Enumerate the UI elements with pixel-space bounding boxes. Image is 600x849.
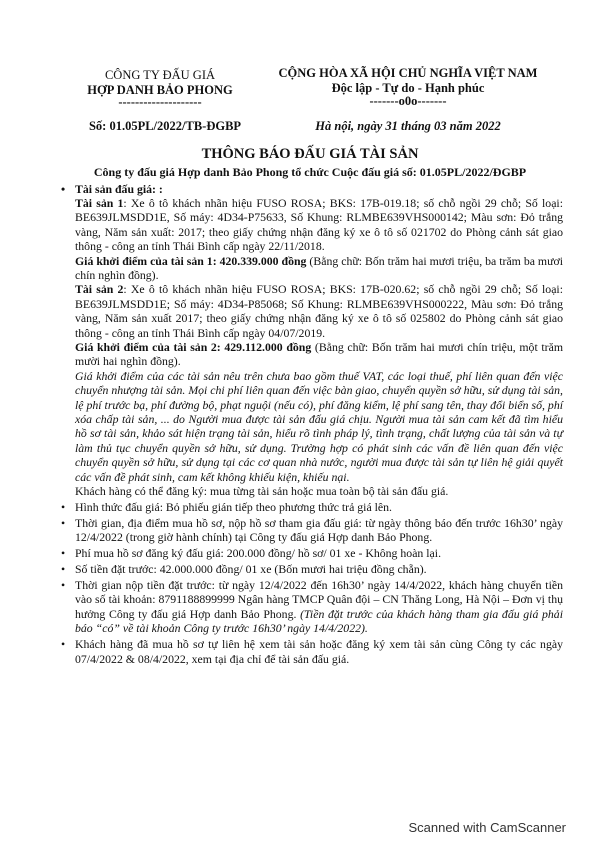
application-fee: • Phí mua hồ sơ đăng ký đấu giá: 200.000 đồng/ hồ sơ/ 01 xe - Không hoàn lại.: [61, 546, 442, 561]
asset-viewing: • Khách hàng đã mua hồ sơ tự liên hệ xem tài sản hoặc đăng ký xem tài sản cùng Công ty các ngày 07/4/2022 & 08/4/2022, xem tại địa chỉ để tài sản đấu giá.: [61, 637, 563, 666]
bullet-icon: •: [61, 499, 66, 514]
asset-2-description: : Xe ô tô khách nhãn hiệu FUSO ROSA; BKS: 17B-020.62; số chỗ ngồi 29 chỗ; Số loại: BE639JLMSDD1E; Số máy: 4D34-P85068; Số Khung: RLMBE639VHS000222, Màu sơn: Đỏ trắng vàng, Năm sản xuất 2017; theo giấy chứng nhận đăng ký xe ô tô số 025802 do Phòng cảnh sát giao thông - công an tỉnh Thái Bình cấp ngày 04/07/2019.: [75, 282, 563, 340]
bullet-icon: •: [61, 546, 66, 561]
asset-1-description: : Xe ô tô khách nhãn hiệu FUSO ROSA; BKS: 17B-019.18; số chỗ ngồi 29 chỗ; Số loại: BE639JLMSDD1E, Số máy: 4D34-P75633, Số Khung: RLMBE639VHS000142; Màu sơn: Đỏ trắng vàng, Năm sản xuất: 2017; theo giấy chứng nhận đăng ký xe ô tô số 021702 do Phòng cảnh sát giao thông - công an tỉnh Thái Bình cấp ngày 22/11/2018.: [75, 195, 563, 254]
asset-2: [63, 282, 563, 340]
motto-divider: -------o0o-------: [369, 94, 447, 108]
bullet-icon: •: [61, 637, 66, 652]
company-divider: --------------------: [118, 95, 202, 109]
deposit-time: • Thời gian nộp tiền đặt trước: từ ngày 12/4/2022 đến 16h30’ ngày 14/4/2022, khách hàng chuyển tiền vào số tài khoản: 8791188899999 Ngân hàng TMCP Quân đội – CN Thăng Long, Hà Nội – Đơn vị thụ hưởng Công ty đấu giá Hợp danh Bảo Phong. (Tiền đặt trước của khách hàng tham gia đấu giá phải báo “có” về tài khoản Công ty trước 16h30’ ngày 14/4/2022).: [61, 577, 563, 636]
asset-1-price-words: (Bằng chữ: Bốn trăm hai mươi triệu, ba trăm ba mươi chín nghìn đồng).: [75, 253, 564, 282]
nation-motto: Độc lập - Tự do - Hạnh phúc: [331, 81, 485, 95]
scanner-watermark: Scanned with CamScanner: [408, 820, 566, 835]
deposit-time-note: (Tiền đặt trước của khách hàng tham gia đấu giá phải báo “có” về tài khoản Công ty trước 16h30’ ngày 14/4/2022).: [75, 606, 563, 636]
bullet-icon: •: [61, 562, 66, 577]
asset-1-price: [63, 254, 563, 283]
price-note: Giá khởi điểm của các tài sản nêu trên chưa bao gồm thuế VAT, các loại thuế, phí liên quan đến việc chuyển nhượng tài sản. Mọi chi phí liên quan đến việc bàn giao, chuyển quyền sở hữu, sử dụng tài sản, lệ phí trước bạ, phí đường bộ, phạt nguội (nếu có), phí đăng kiểm, lệ phí sang tên, thay đổi biển số, phí xóa chấp tài sản, ... do Người mua được tài sản đấu giá chịu. Người mua tài sản cam kết đã tìm hiểu hồ sơ tài sản, khảo sát hiện trạng tài sản, hiểu rõ tình pháp lý, tình trạng, chất lượng của tài sản và tự làm thủ tục chuyển quyền sở hữu, sử dụng. Trường hợp có phát sinh các vấn đề liên quan đến việc chuyển quyền sở hữu, sử dụng tại các cơ quan nhà nước, người mua được tài sản tự liên hệ giải quyết các vấn đề phát sinh, cam kết không khiếu kiện, khiếu nại.: [75, 368, 563, 484]
asset-1-label: Tài sản 1: [75, 195, 124, 210]
bullet-icon: •: [61, 577, 66, 592]
asset-1-price-label: Giá khởi điểm của tài sản 1: 420.339.000 đồng: [75, 253, 307, 268]
nation-header: [258, 66, 558, 107]
company-name-line1: CÔNG TY ĐẤU GIÁ: [104, 68, 216, 82]
asset-2-price-words: (Bằng chữ: Bốn trăm hai mươi chín triệu, một trăm mười hai nghìn đồng).: [75, 339, 563, 369]
bullet-icon: •: [61, 181, 66, 196]
document-body: [63, 180, 563, 666]
company-name-line2: HỢP DANH BẢO PHONG: [87, 83, 233, 97]
asset-2-price-label: Giá khởi điểm của tài sản 2: 429.112.000 đồng: [75, 339, 312, 354]
document-number: Số: 01.05PL/2022/TB-ĐGBP: [88, 119, 242, 133]
register-note: Khách hàng có thể đăng ký: mua từng tài sản hoặc mua toàn bộ tài sản đấu giá.: [75, 484, 449, 499]
document-title: THÔNG BÁO ĐẤU GIÁ TÀI SẢN: [201, 146, 419, 162]
application-time: • Thời gian, địa điểm mua hồ sơ, nộp hồ sơ tham gia đấu giá: từ ngày thông báo đến trước 16h30’ ngày 12/4/2022 (trong giờ hành chính) tại Công ty đấu giá Hợp danh Bảo Phong.: [61, 515, 563, 545]
auction-method: • Hình thức đấu giá: Bỏ phiếu gián tiếp theo phương thức trả giá lên.: [61, 499, 392, 514]
asset-2-price: [63, 340, 563, 369]
document-subtitle: Công ty đấu giá Hợp danh Bảo Phong tổ chức Cuộc đấu giá số: 01.05PL/2022/ĐGBP: [93, 165, 527, 179]
bullet-icon: •: [61, 515, 66, 530]
deposit-amount: • Số tiền đặt trước: 42.000.000 đồng/ 01 xe (Bốn mươi hai triệu đồng chẵn).: [61, 562, 427, 577]
asset-1: [63, 196, 563, 254]
company-header: [60, 68, 260, 107]
assets-heading: • Tài sản đấu giá: :: [61, 181, 163, 196]
nation-title: CỘNG HÒA XÃ HỘI CHỦ NGHĨA VIỆT NAM: [278, 66, 538, 80]
asset-2-label: Tài sản 2: [75, 282, 124, 297]
document-date: Hà nội, ngày 31 tháng 03 năm 2022: [315, 119, 501, 133]
